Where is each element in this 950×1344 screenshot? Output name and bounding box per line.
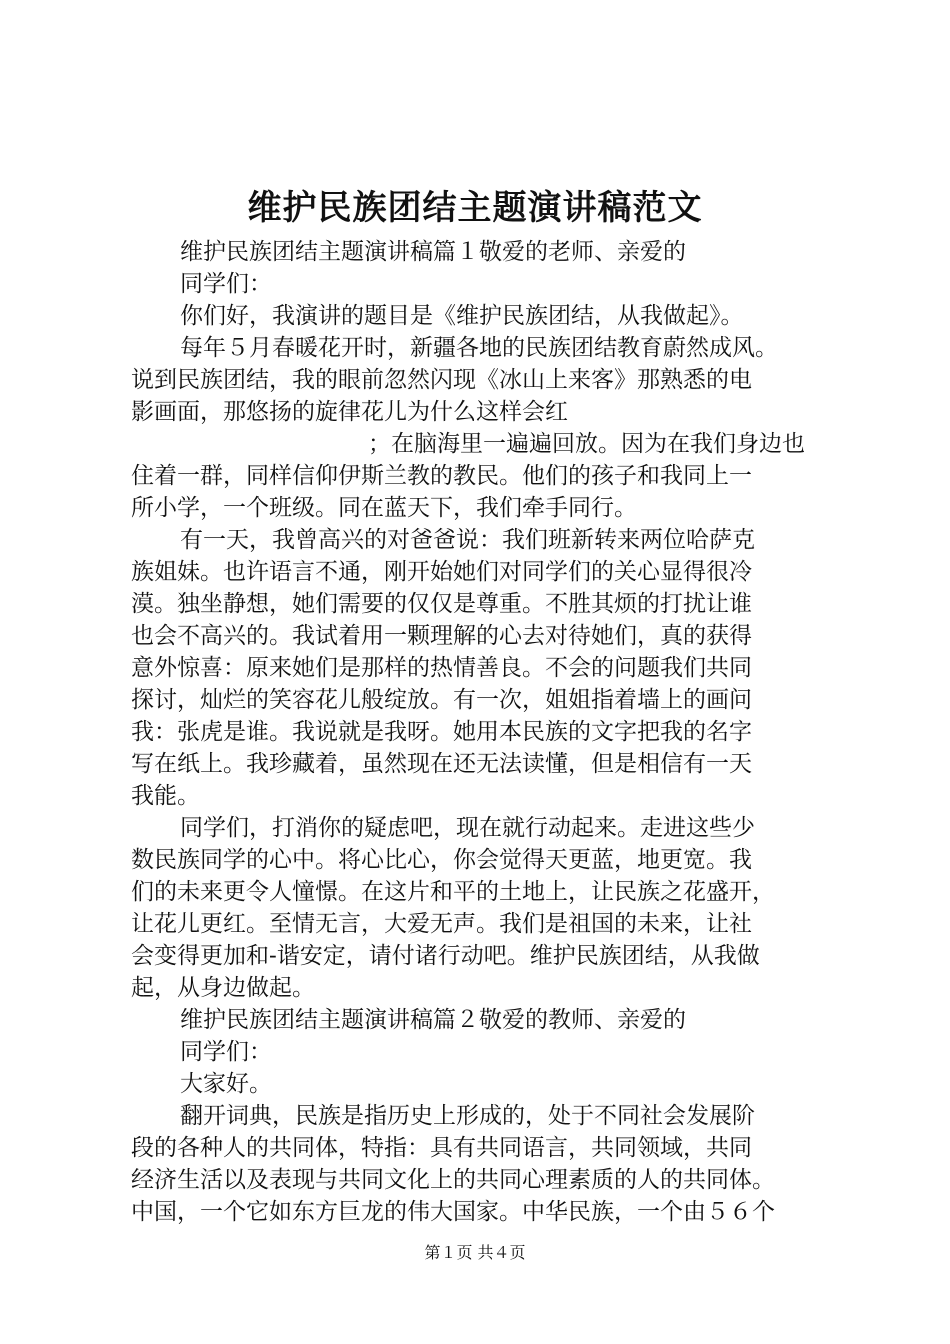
text-line: 让花儿更红。至情无言，大爱无声。我们是祖国的未来，让社 [131, 911, 752, 937]
text-line: 会变得更加和-谐安定，请付诸行动吧。维护民族团结，从我做 [131, 943, 760, 969]
text-line: 我：张虎是谁。我说就是我呀。她用本民族的文字把我的名字 [131, 719, 752, 745]
text-line: 中国，一个它如东方巨龙的伟大国家。中华民族，一个由５６个 [131, 1199, 775, 1225]
text-line: 同学们： [180, 271, 272, 297]
text-line: 同学们： [180, 1039, 272, 1065]
text-line: 维护民族团结主题演讲稿篇１敬爱的老师、亲爱的 [180, 239, 686, 265]
text-line: 我能。 [131, 783, 200, 809]
text-line: ；在脑海里一遍遍回放。因为在我们身边也 [368, 431, 805, 457]
text-line: 影画面，那悠扬的旋律花儿为什么这样会红 [131, 399, 568, 425]
text-line: 同学们，打消你的疑虑吧，现在就行动起来。走进这些少 [180, 815, 755, 841]
text-line: 每年５月春暖花开时，新疆各地的民族团结教育蔚然成风。 [180, 335, 778, 361]
document-title: 维护民族团结主题演讲稿范文 [247, 188, 703, 228]
text-line: 族姐妹。也许语言不通，刚开始她们对同学们的关心显得很冷 [131, 559, 752, 585]
text-line: 经济生活以及表现与共同文化上的共同心理素质的人的共同体。 [131, 1167, 775, 1193]
text-line: 有一天，我曾高兴的对爸爸说：我们班新转来两位哈萨克 [180, 527, 755, 553]
text-line: 数民族同学的心中。将心比心，你会觉得天更蓝，地更宽。我 [131, 847, 752, 873]
text-line: 探讨，灿烂的笑容花儿般绽放。有一次，姐姐指着墙上的画问 [131, 687, 752, 713]
text-line: 翻开词典，民族是指历史上形成的，处于不同社会发展阶 [180, 1103, 755, 1129]
text-line: 维护民族团结主题演讲稿篇２敬爱的教师、亲爱的 [180, 1007, 686, 1033]
text-line: 大家好。 [180, 1071, 272, 1097]
text-line: 说到民族团结，我的眼前忽然闪现《冰山上来客》那熟悉的电 [131, 367, 752, 393]
text-line: 漠。独坐静想，她们需要的仅仅是尊重。不胜其烦的打扰让谁 [131, 591, 752, 617]
text-line: 也会不高兴的。我试着用一颗理解的心去对待她们，真的获得 [131, 623, 752, 649]
text-line: 你们好，我演讲的题目是《维护民族团结，从我做起》。 [180, 303, 744, 329]
text-line: 住着一群，同样信仰伊斯兰教的教民。他们的孩子和我同上一 [131, 463, 752, 489]
text-line: 起，从身边做起。 [131, 975, 315, 1001]
text-line: 所小学，一个班级。同在蓝天下，我们牵手同行。 [131, 495, 637, 521]
text-line: 写在纸上。我珍藏着，虽然现在还无法读懂，但是相信有一天 [131, 751, 752, 777]
page-footer: 第１页 共４页 [424, 1243, 526, 1262]
text-line: 段的各种人的共同体，特指：具有共同语言，共同领域，共同 [131, 1135, 752, 1161]
text-line: 们的未来更令人憧憬。在这片和平的土地上，让民族之花盛开， [131, 879, 775, 905]
text-line: 意外惊喜：原来她们是那样的热情善良。不会的问题我们共同 [131, 655, 752, 681]
